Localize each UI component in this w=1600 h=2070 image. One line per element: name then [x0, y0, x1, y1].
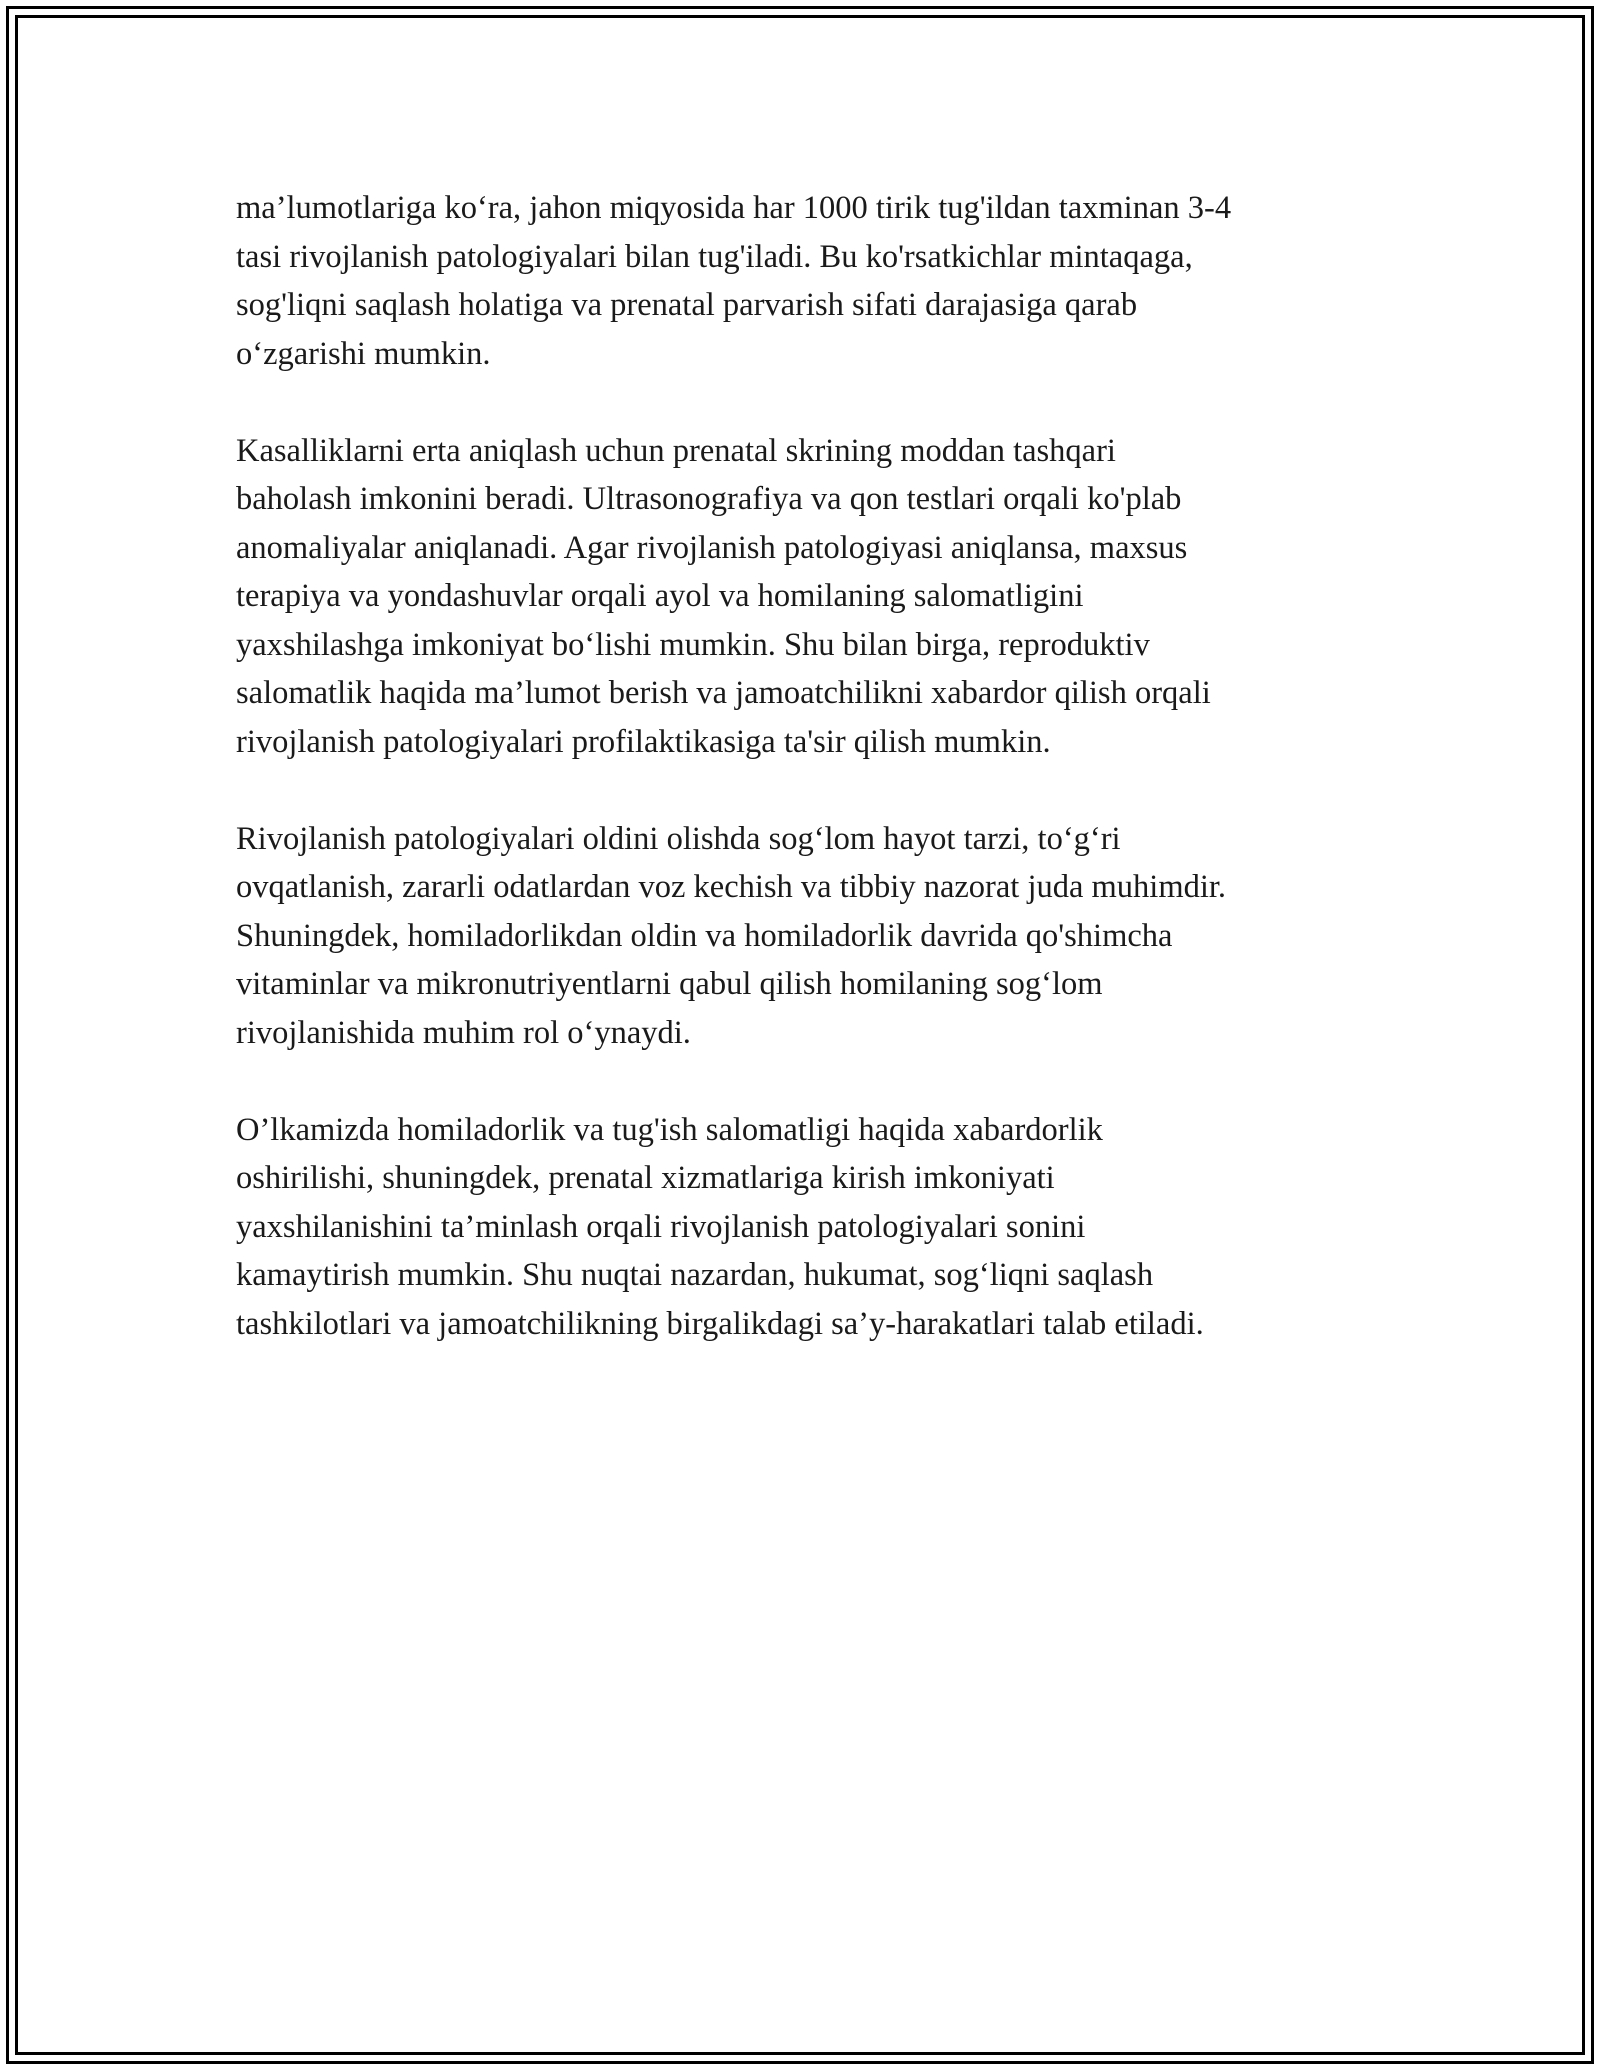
paragraph-line: baholash imkonini beradi. Ultrasonografiya va qon testlari orqali ko'plab [236, 481, 1182, 517]
paragraph-line: Rivojlanish patologiyalari oldini olishda sog‘lom hayot tarzi, to‘g‘ri [236, 820, 1121, 857]
paragraph-line: rivojlanishida muhim rol o‘ynaydi. [236, 1014, 691, 1051]
paragraph-line: vitaminlar va mikronutriyentlarni qabul qilish homilaning sog‘lom [236, 966, 1103, 1002]
paragraph-line: rivojlanish patologiyalari profilaktikasiga ta'sir qilish mumkin. [236, 723, 1051, 760]
paragraph-2 [236, 427, 1376, 767]
paragraph-line: salomatlik haqida ma’lumot berish va jamoatchilikni xabardor qilish orqali [236, 675, 1211, 711]
paragraph-4 [236, 1106, 1376, 1349]
paragraph-line: ovqatlanish, zararli odatlardan voz kechish va tibbiy nazorat juda muhimdir. [236, 869, 1227, 905]
paragraph-line: yaxshilashga imkoniyat bo‘lishi mumkin. Shu bilan birga, reproduktiv [236, 626, 1150, 663]
paragraph-line: Kasalliklarni erta aniqlash uchun prenatal skrining moddan tashqari [236, 432, 1116, 469]
paragraph-line: tasi rivojlanish patologiyalari bilan tug'iladi. Bu ko'rsatkichlar mintaqaga, [236, 238, 1193, 275]
paragraph-line: anomaliyalar aniqlanadi. Agar rivojlanish patologiyasi aniqlansa, maxsus [236, 529, 1188, 566]
paragraph-line: Shuningdek, homiladorlikdan oldin va homiladorlik davrida qo'shimcha [236, 917, 1173, 954]
paragraph-line: yaxshilanishini ta’minlash orqali rivojlanish patologiyalari sonini [236, 1208, 1086, 1245]
paragraph-line: tashkilotlari va jamoatchilikning birgalikdagi sa’y-harakatlari talab etiladi. [236, 1305, 1204, 1342]
paragraph-line: kamaytirish mumkin. Shu nuqtai nazardan, hukumat, sog‘liqni saqlash [236, 1257, 1154, 1293]
paragraph-line: ma’lumotlariga ko‘ra, jahon miqyosida har 1000 tirik tug'ildan taxminan 3-4 [236, 190, 1232, 226]
paragraph-line: O’lkamizda homiladorlik va tug'ish salomatligi haqida xabardorlik [236, 1111, 1103, 1148]
document-body [236, 184, 1376, 1397]
paragraph-3 [236, 815, 1376, 1058]
paragraph-line: o‘zgarishi mumkin. [236, 335, 491, 372]
paragraph-line: terapiya va yondashuvlar orqali ayol va homilaning salomatligini [236, 578, 1084, 614]
paragraph-line: oshirilishi, shuningdek, prenatal xizmatlariga kirish imkoniyati [236, 1160, 1055, 1196]
paragraph-1 [236, 184, 1376, 378]
paragraph-line: sog'liqni saqlash holatiga va prenatal parvarish sifati darajasiga qarab [236, 287, 1138, 323]
